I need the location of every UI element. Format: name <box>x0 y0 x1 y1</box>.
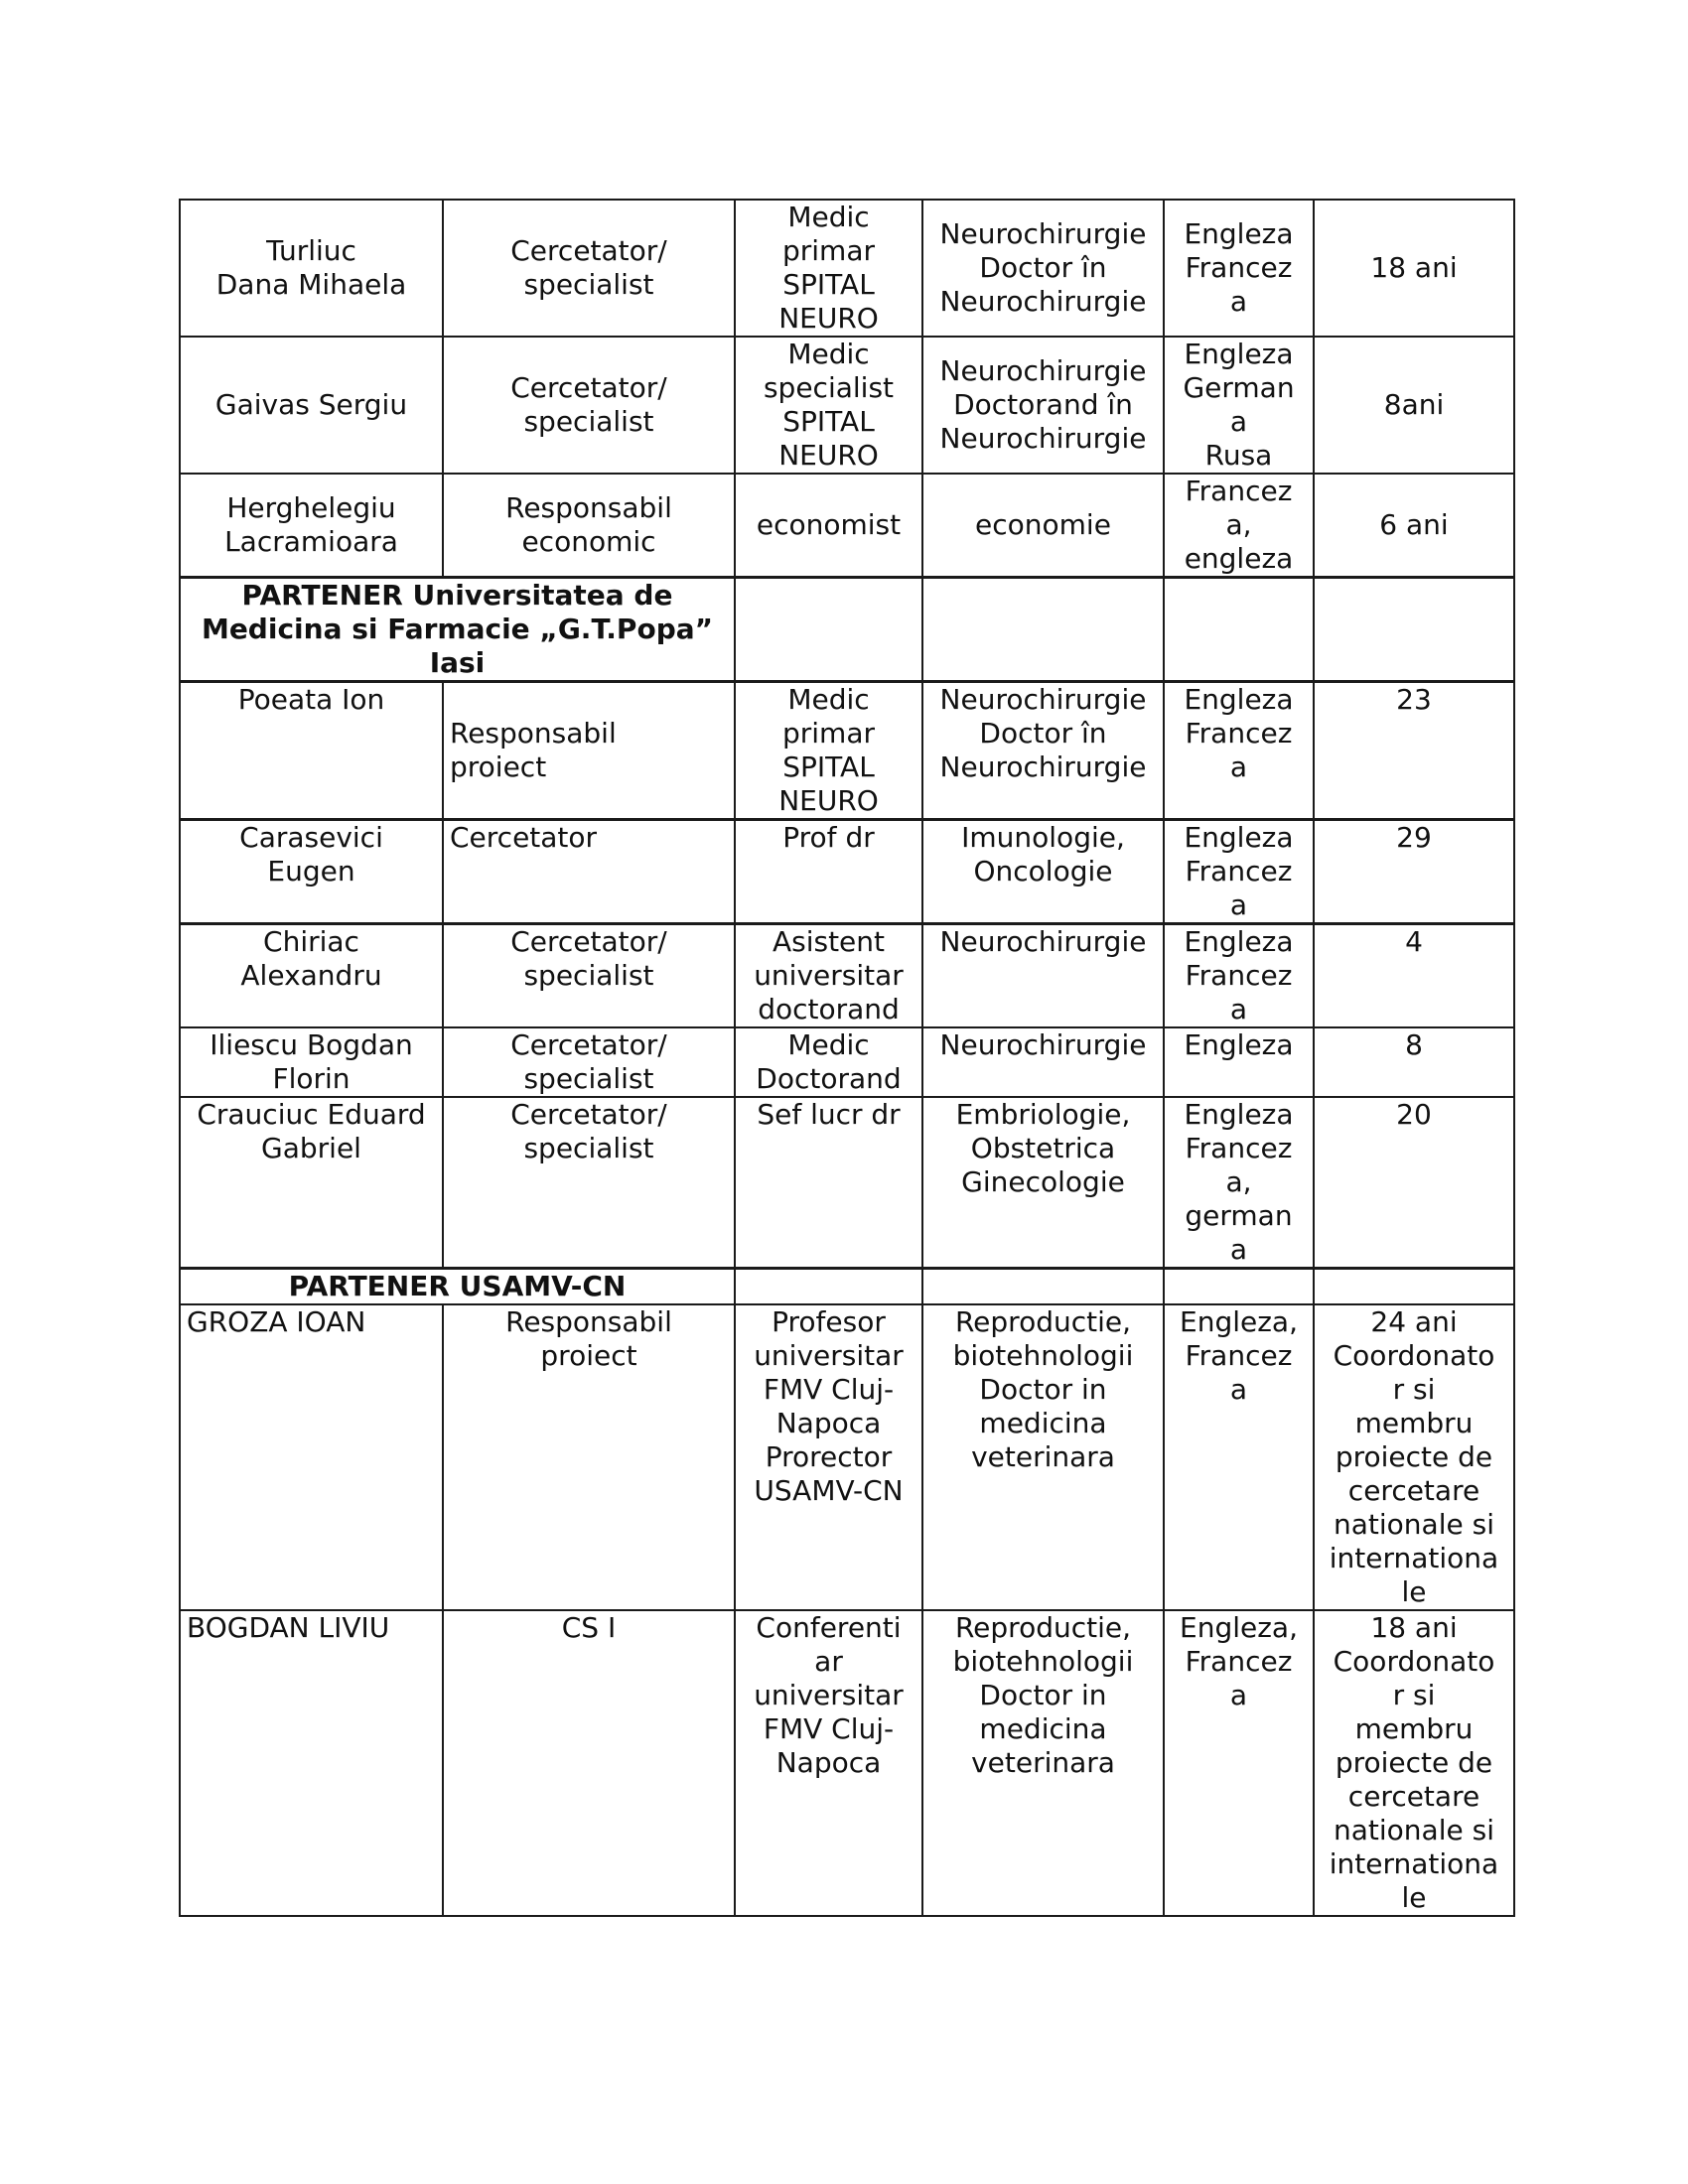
cell-experience: 8 <box>1314 1027 1514 1097</box>
cell-name: Gaivas Sergiu <box>180 337 443 474</box>
cell-role: Cercetator/ specialist <box>443 337 735 474</box>
cell-languages: Engleza Francez a <box>1164 820 1314 924</box>
table-row <box>180 682 1514 820</box>
cell-field: Reproductie, biotehnologii Doctor in medicina veterinara <box>922 1304 1164 1610</box>
cell-experience: 23 <box>1314 682 1514 820</box>
table-row <box>180 924 1514 1028</box>
cell-role: Cercetator/ specialist <box>443 1027 735 1097</box>
cell-position: economist <box>735 474 922 578</box>
empty-cell <box>735 1269 922 1305</box>
cell-languages: Engleza Francez a, german a <box>1164 1097 1314 1269</box>
cell-name: Carasevici Eugen <box>180 820 443 924</box>
table-row <box>180 1097 1514 1269</box>
cell-experience: 18 ani <box>1314 200 1514 337</box>
section-row <box>180 1269 1514 1305</box>
cell-field: Neurochirurgie Doctor în Neurochirurgie <box>922 200 1164 337</box>
table-row <box>180 1027 1514 1097</box>
cell-languages: Engleza <box>1164 1027 1314 1097</box>
cell-name: Herghelegiu Lacramioara <box>180 474 443 578</box>
cell-role: Cercetator/ specialist <box>443 924 735 1028</box>
cell-name: GROZA IOAN <box>180 1304 443 1610</box>
cell-field: Neurochirurgie Doctorand în Neurochirurgie <box>922 337 1164 474</box>
cell-name: Crauciuc Eduard Gabriel <box>180 1097 443 1269</box>
section-heading: PARTENER Universitatea de Medicina si Farmacie „G.T.Popa” Iasi <box>180 578 735 682</box>
cell-experience: 6 ani <box>1314 474 1514 578</box>
empty-cell <box>922 578 1164 682</box>
cell-role: Cercetator/ specialist <box>443 1097 735 1269</box>
cell-position: Conferenti ar universitar FMV Cluj- Napoca <box>735 1610 922 1916</box>
cell-field: Reproductie, biotehnologii Doctor in medicina veterinara <box>922 1610 1164 1916</box>
table-row <box>180 820 1514 924</box>
cell-languages: Engleza Francez a <box>1164 924 1314 1028</box>
empty-cell <box>1164 578 1314 682</box>
cell-position: Sef lucr dr <box>735 1097 922 1269</box>
cell-position: Prof dr <box>735 820 922 924</box>
cell-field: Neurochirurgie Doctor în Neurochirurgie <box>922 682 1164 820</box>
table-row <box>180 337 1514 474</box>
empty-cell <box>922 1269 1164 1305</box>
cell-field: economie <box>922 474 1164 578</box>
cell-role: Responsabil proiect <box>443 682 735 820</box>
cell-role: CS I <box>443 1610 735 1916</box>
cell-role: Responsabil proiect <box>443 1304 735 1610</box>
cell-position: Medic primar SPITAL NEURO <box>735 200 922 337</box>
cell-languages: Engleza, Francez a <box>1164 1610 1314 1916</box>
cell-name: Iliescu Bogdan Florin <box>180 1027 443 1097</box>
cell-position: Asistent universitar doctorand <box>735 924 922 1028</box>
cell-role: Responsabil economic <box>443 474 735 578</box>
cell-position: Medic Doctorand <box>735 1027 922 1097</box>
cell-position: Medic primar SPITAL NEURO <box>735 682 922 820</box>
cell-experience: 29 <box>1314 820 1514 924</box>
table-row <box>180 474 1514 578</box>
cell-experience: 4 <box>1314 924 1514 1028</box>
table-row <box>180 1304 1514 1610</box>
cell-name: Poeata Ion <box>180 682 443 820</box>
cell-position: Profesor universitar FMV Cluj- Napoca Prorector USAMV-CN <box>735 1304 922 1610</box>
table-row <box>180 1610 1514 1916</box>
section-row <box>180 578 1514 682</box>
cell-field: Imunologie, Oncologie <box>922 820 1164 924</box>
cell-name: Chiriac Alexandru <box>180 924 443 1028</box>
cell-position: Medic specialist SPITAL NEURO <box>735 337 922 474</box>
cell-role: Cercetator <box>443 820 735 924</box>
staff-table <box>179 199 1515 1917</box>
cell-experience: 24 ani Coordonato r si membru proiecte de cercetare nationale si internationa le <box>1314 1304 1514 1610</box>
cell-field: Neurochirurgie <box>922 1027 1164 1097</box>
empty-cell <box>735 578 922 682</box>
cell-name: Turliuc Dana Mihaela <box>180 200 443 337</box>
empty-cell <box>1314 1269 1514 1305</box>
cell-languages: Engleza Francez a <box>1164 200 1314 337</box>
cell-field: Neurochirurgie <box>922 924 1164 1028</box>
cell-role: Cercetator/ specialist <box>443 200 735 337</box>
cell-languages: Engleza, Francez a <box>1164 1304 1314 1610</box>
cell-experience: 8ani <box>1314 337 1514 474</box>
cell-name: BOGDAN LIVIU <box>180 1610 443 1916</box>
cell-experience: 18 ani Coordonato r si membru proiecte de cercetare nationale si internationa le <box>1314 1610 1514 1916</box>
section-heading: PARTENER USAMV-CN <box>180 1269 735 1305</box>
empty-cell <box>1164 1269 1314 1305</box>
cell-experience: 20 <box>1314 1097 1514 1269</box>
cell-languages: Francez a, engleza <box>1164 474 1314 578</box>
empty-cell <box>1314 578 1514 682</box>
cell-languages: Engleza German a Rusa <box>1164 337 1314 474</box>
cell-field: Embriologie, Obstetrica Ginecologie <box>922 1097 1164 1269</box>
cell-languages: Engleza Francez a <box>1164 682 1314 820</box>
table-row <box>180 200 1514 337</box>
